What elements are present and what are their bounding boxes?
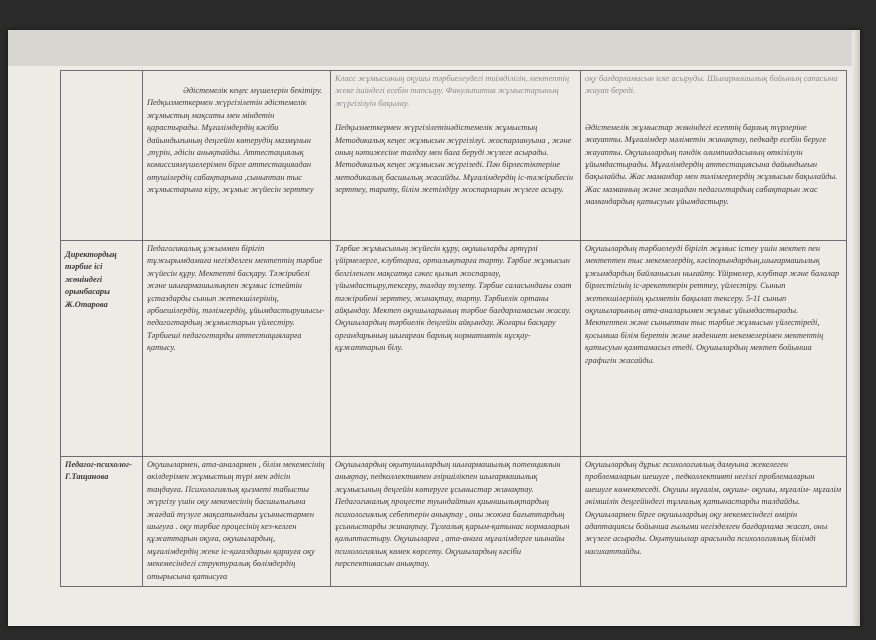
responsibility-top-text: оқу бағдарламасын іске асыруды. Шығармашылық бойының сапасына жауап береді.	[585, 74, 838, 96]
position-name-cell: Педагог-психолог-Г.Тащанова	[61, 457, 143, 587]
responsibility-cell: Оқушылардың тәрбиелеуді бірігіп жұмыс істеу үшін мектеп пен мектептен тыс мекемелердің, кәсіпорындардың,шығармашылық ұжымдардың байланысын нығайту. Үйірмелер, клубтар және балалар бірлестігінің іс-әрекеттерін реттеу, үйлестіру. Сынып жетекшілерінің қызметін бақылап тексеру. 5-11 сынып оқушыларының ата-аналарымен жұмыс ұйымдастырады. Мектептен және сыныптан тыс тәрбие жұмысын үйлестіреді, қосымша білім беретін және мәдениет мекемелерімен мектептің қатысуын қамтамасыз етеді. Оқушылардың мектеп бойынша графигін жасайды.	[581, 241, 847, 457]
rights-cell	[143, 71, 331, 241]
duties-cell	[331, 71, 581, 241]
duties-text: Педқызметкермен жүргізілетінәдістемелік жұмыстың Методикалық кеңес жұмысын жүргізілуі. жоспарлануына , және оның нәтижесіне талдау мен баға беруді жүзеге асырады. Методикалық кеңес жұмысын жүргізеді. Пән бірлестіктеріне методикалық басшылық жасайды. Мұғалімдердің іс-тәжірибесін зерттеу, тарату, білім жетілдіру жоспарларын жүзеге асыру.	[335, 123, 574, 195]
position-name-cell: Директордың тәрбие ісі жөніндегі орынбасары Ж.Отарова	[61, 241, 143, 457]
table-row	[61, 241, 847, 457]
duties-cell: Оқушылардың оқытушылардың шығармашылық потенциялын анықтау, педколлективпен әзіршілікпен шығармашылық жұмысының деңгейін көтеруге ұсыныстар жинақтау. Педагогикалық процесте туындайтын қиыншылықтардың психологиялық себептерін анықтау , оны жоюға бағыттардың ұсыныстарды жинақтау. Тұлғалық қарым-қатынас нормаларын қалыптастыру. Оқушыларға , ата-анаға мұғалімдерге шынайы психологиялық көмек көрсету. Оқушылардың кәсіби перспективасын анықтау.	[331, 457, 581, 587]
page-edge-shadow	[852, 30, 860, 626]
table-row	[61, 71, 847, 241]
duties-top-text: Класс жұмысының оқушы тәрбиелеудегі тиімділігін, мектептің жеке ішіндегі есебін тапсыру. Факультатив жұмыстарының жүргізілуін бақылау.	[335, 74, 570, 108]
rights-cell: Педагогикалық ұжыммен бірігіп тұжырымдамаға негізделген мектептің тәрбие жүйесін құру. Мектепті басқару. Тәжірибелі және шығармашылықпен жұмыс істейтін ұстаздарды сынып жетекшілерінің, әрбиешілердің, тәлімгердің, ұйымдастырушысы-педагогтардың жұмыстарын үйлестіру. Тәрбиеші педагогтарды аттестацияларға қатысу.	[143, 241, 331, 457]
scanned-page	[8, 30, 860, 626]
responsibilities-table	[60, 70, 847, 587]
responsibility-cell: Оқушылардың дұрыс психологиялық дамуына жекелеген проблемаларын шешуге , педколлективті негізгі проблемаларын шешуге көмектеседі. Оқушы мұғалім, оқушы- оқушы, мұғалім- мұғалім әкімшілік деңгейіндегі тұлғалық қатынастарды талдайды. Оқушылармен бірге оқушылардың оқу мекемесіндегі өмірін адаптациясы бойынша ғылыми негізделген бағдарлама жасап, оны жүзеге асырады. Оқытушылар арасында психологиялық білімді насихаттайды.	[581, 457, 847, 587]
position-name-cell	[61, 71, 143, 241]
responsibility-cell	[581, 71, 847, 241]
rights-text: Әдістемелік кеңес мүшелерін бекітіру. Педқызметкермен жүргізілетін әдістемелік жұмыстың мақсаты мен міндетін қарастырады. Мұғалімдердің кәсіби дайындығының деңгейін көтерудің мазмұнын ,түрін, әдісін анықтайды. Аттестациялық комиссиямүшелерімен бірге аттестацияадан өтушілердің сабақтарына ,сыныптан тыс жұмыстарына кіру, жұмыс жүйесін зерттеу	[147, 86, 323, 195]
page-top-band	[8, 30, 860, 66]
table-row	[61, 457, 847, 587]
rights-cell: Оқушылармен, ата-аналармен , білім мекемесінің өкілдерімен жұмыстың түрі мен әдісін таңдауға. Психологиялық қызметі табысты жүргізу үшін оқу мекемесінің басшылығына жағдай түзуге мақсатындағы ұсыныстармен шығуға . оқу тәрбие процесінің кез-келген құжаттарын оқуға, оқушылардың, мұғалімдердің жеке іс-қағаздарын қарауға оқу мекемесіндегі структуралық бөлімдердің отырысына қатысуға	[143, 457, 331, 587]
responsibility-text: Әдістемелік жұмыстар жөніндегі есептің барлық түрлеріне жауапты. Мұғалімдер мәліметін жинақтау, педкадр есебін беруге жауапты. Оқушылардың пәндік олимпиадасының өткізілуін ұйымдастырады. Мұғалімдердің аттестациясына дайындығын бақылайды. Жас мамандар мен тәлімгерлердің жұмысын бақылайды. Жас маманның және жаңадан педагогтардың сабақтарын жас мамандардың қатысуын ұйымдастыру.	[585, 122, 838, 207]
duties-cell: Тәрбие жұмысының жүйесін құру, оқушыларды әртүрлі үйірмелерге, клубтарға, орталықтарға тарту. Тәрбие жұмысын белгіленген мақсатқа сәкес қызып жоспарлау, үйымдастыру,тексеру, талдау түзету. Тәрбие саласындағы озат тәжірибені зерттеу, жинақтау, тарту. Тәрбиелік ортаны айқындау. Мектеп оқушыларының тәрбие бағдарламасын жасау. Оқушылардың тәрбиелік деңгейін айқындау. Жоғары басқару органдарының шығарған барлық нормативтік нұсқау-құжаттарын білу.	[331, 241, 581, 457]
